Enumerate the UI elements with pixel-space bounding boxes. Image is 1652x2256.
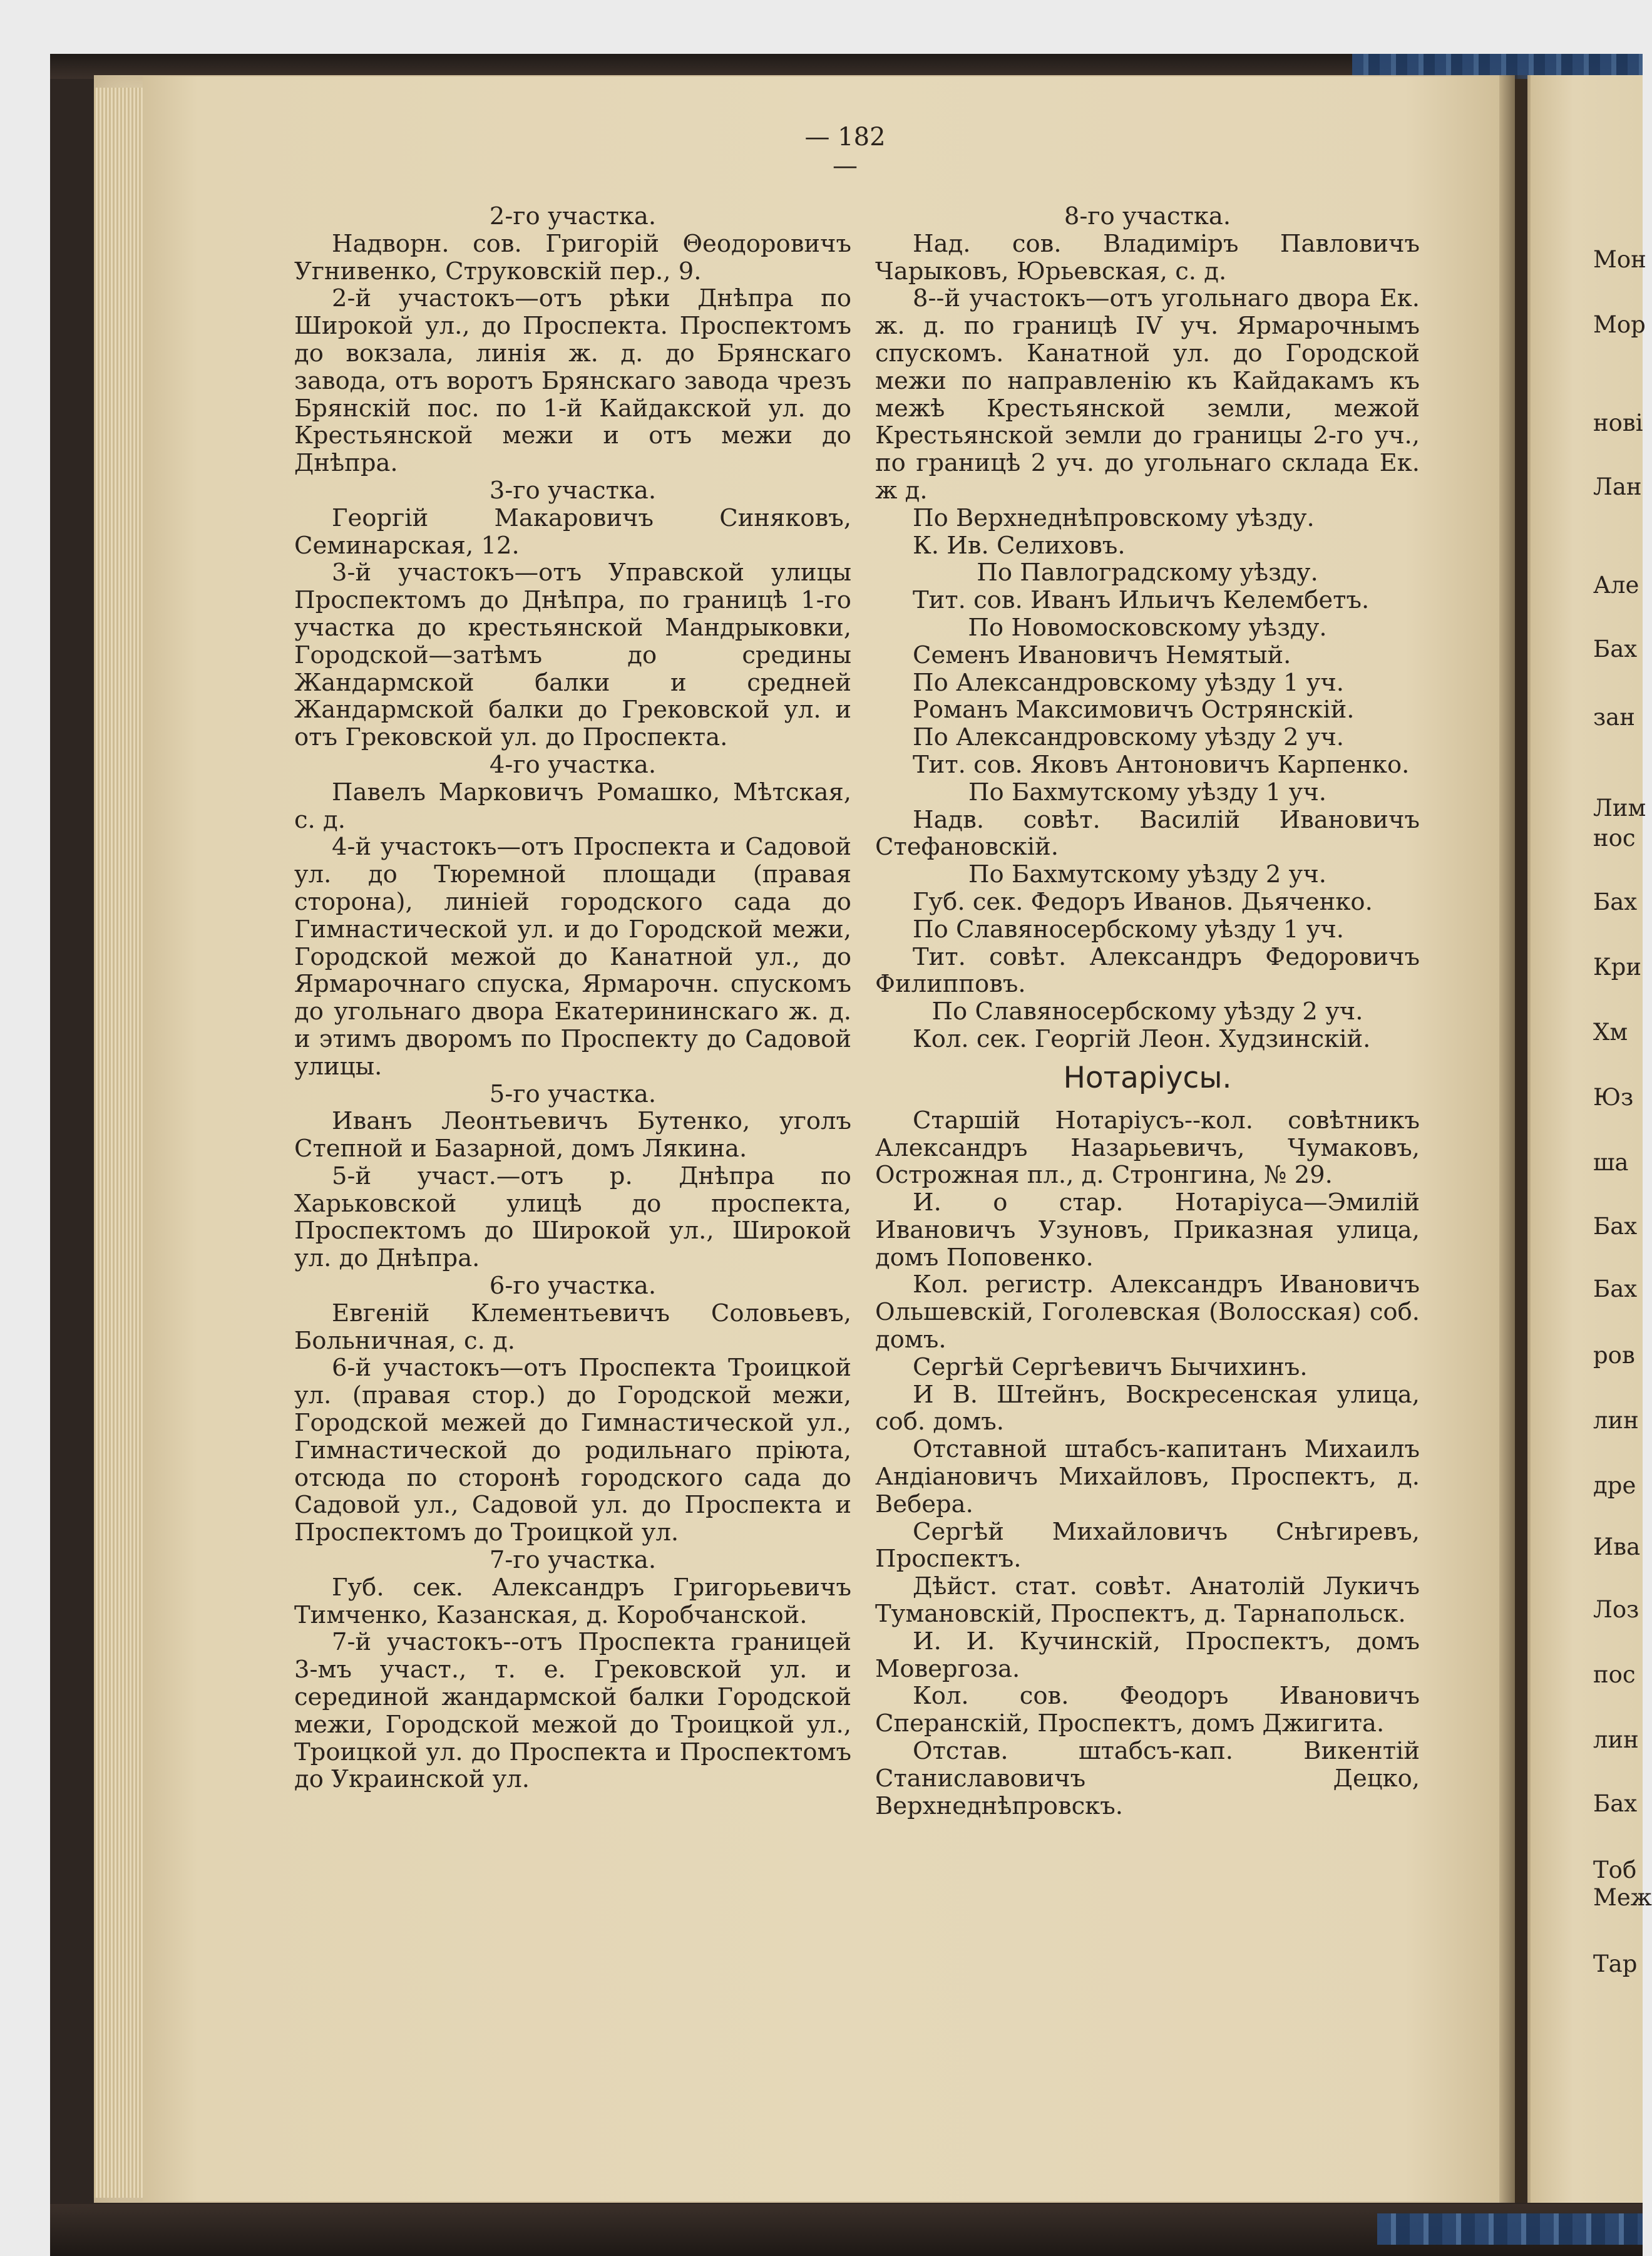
text-paragraph: Отставной штабсъ-капитанъ Михаилъ Андіановичъ Михайловъ, Проспектъ, д. Вебера. [875, 1435, 1420, 1518]
text-paragraph: Семенъ Ивановичъ Немятый. [913, 641, 1291, 669]
next-page-text-fragment: нос [1593, 825, 1636, 852]
next-page-text-fragment: Лоз [1593, 1596, 1639, 1623]
page-number: — 182 — [804, 123, 886, 180]
left-text-column [294, 203, 851, 1793]
text-paragraph: Надв. совѣт. Василій Ивановичъ Стефановскій. [875, 805, 1420, 862]
next-page-text-fragment: пос [1593, 1661, 1636, 1688]
next-page-text-fragment: Бах [1593, 636, 1638, 662]
text-paragraph: Отстав. штабсъ-кап. Викентій Станиславовичъ Децко, Верхнеднѣпровскъ. [875, 1737, 1420, 1820]
text-paragraph: 8--й участокъ—отъ угольнаго двора Ек. ж. д. по границѣ IV уч. Ярмарочнымъ спускомъ. Канатной ул. до Городской межи по направленію къ Кайдакамъ къ межѣ Крестьянской земли, межой Крестьянской земли до границы 2-го уч., по границѣ 2 уч. до угольнаго склада Ек. ж д. [875, 284, 1420, 505]
text-paragraph: Кол. регистр. Александръ Ивановичъ Ольшевскій, Гоголевская (Волосская) соб. домъ. [875, 1270, 1420, 1354]
text-paragraph: Кол. сов. Феодоръ Ивановичъ Сперанскій, Проспектъ, домъ Джигита. [875, 1682, 1420, 1738]
next-page-text-fragment: Але [1593, 572, 1639, 599]
next-page-text-fragment: Меж [1593, 1884, 1652, 1911]
text-paragraph: Тит. совѣт. Александръ Федоровичъ Филипповъ. [875, 942, 1420, 999]
text-paragraph: Надворн. сов. Григорій Θеодоровичъ Угнивенко, Струковскій пер., 9. [294, 229, 851, 286]
next-page-text-fragment: Тар [1593, 1950, 1638, 1977]
subsection-heading: 6-го участка. [489, 1272, 657, 1301]
next-page-text-fragment: Бах [1593, 1275, 1638, 1302]
subsection-heading: 2-го участка. [489, 202, 657, 230]
text-paragraph: И В. Штейнъ, Воскресенская улица, соб. домъ. [875, 1380, 1420, 1436]
next-page-text-fragment: Бах [1593, 1790, 1638, 1817]
subsection-heading: По Новомосковскому уѣзду. [968, 613, 1327, 642]
next-page-text-fragment: Бах [1593, 1213, 1638, 1240]
next-page-text-fragment: Мон [1593, 246, 1646, 273]
page-edges [94, 88, 144, 2198]
text-paragraph: Над. сов. Владиміръ Павловичъ Чарыковъ, Юрьевская, с. д. [875, 229, 1420, 286]
next-page-text-fragment: Кри [1593, 954, 1641, 981]
subsection-heading: 8-го участка. [1064, 202, 1231, 230]
text-paragraph: 4-й участокъ—отъ Проспекта и Садовой ул. до Тюремной площади (правая сторона), линіей городского сада до Гимнастической ул. и до Городской межи, Городской межой до Канатной ул., до Ярмарочнаго спуска, Ярмарочн. спускомъ до угольнаго двора Екатерининскаго ж. д. и этимъ дворомъ по Проспекту до Садовой улицы. [294, 833, 851, 1081]
text-paragraph: Кол. сек. Георгій Леон. Худзинскій. [913, 1024, 1371, 1053]
subsection-heading: По Славяносербскому уѣзду 2 уч. [931, 997, 1363, 1026]
text-paragraph: Тит. сов. Иванъ Ильичъ Келембетъ. [913, 586, 1370, 615]
next-page-text-fragment: нові [1593, 409, 1643, 436]
text-paragraph: Губ. сек. Александръ Григорьевичъ Тимченко, Казанская, д. Коробчанской. [294, 1573, 851, 1629]
text-paragraph: Дѣйст. стат. совѣт. Анатолій Лукичъ Тумановскій, Проспектъ, д. Тарнапольск. [875, 1572, 1420, 1629]
next-page-text-fragment: лин [1593, 1407, 1639, 1434]
subsection-heading: 3-го участка. [489, 476, 657, 505]
next-page-text-fragment: Лан [1593, 473, 1642, 500]
text-paragraph: По Славяносербскому уѣзду 1 уч. [913, 915, 1345, 944]
text-paragraph: Павелъ Марковичъ Ромашко, Мѣтская, с. д. [294, 778, 851, 834]
next-page-text-fragment: Хм [1593, 1019, 1628, 1046]
subsection-heading: По Павлоградскому уѣзду. [977, 559, 1318, 587]
text-paragraph: Иванъ Леонтьевичъ Бутенко, уголъ Степной и Базарной, домъ Лякина. [294, 1107, 851, 1163]
text-paragraph: По Верхнеднѣпровскому уѣзду. [913, 503, 1315, 532]
text-paragraph: 6-й участокъ—отъ Проспекта Троицкой ул. (правая стор.) до Городской межи, Городской межей до Гимнастической ул., Гимнастической до родильнаго пріюта, отсюда по сторонѣ городского сада до Садовой ул., Садовой ул. до Проспекта и Проспектомъ до Троицкой ул. [294, 1354, 851, 1547]
next-page-text-fragment: ша [1593, 1149, 1629, 1176]
next-page-text-fragment: ров [1593, 1342, 1635, 1369]
next-page-text-fragment: Лим [1593, 795, 1646, 822]
text-paragraph: Георгій Макаровичъ Синяковъ, Семинарская, 12. [294, 503, 851, 560]
subsection-heading: По Бахмутскому уѣзду 2 уч. [968, 860, 1327, 889]
text-paragraph: 2-й участокъ—отъ рѣки Днѣпра по Широкой ул., до Проспекта. Проспектомъ до вокзала, линія ж. д. до Брянскаго завода, отъ воротъ Брянскаго завода чрезъ Брянскій пос. по 1-й Кайдакской ул. до Крестьянской межи и отъ межи до Днѣпра. [294, 284, 851, 478]
subsection-heading: 7-го участка. [489, 1546, 657, 1575]
text-paragraph: Евгеній Клементьевичъ Соловьевъ, Больничная, с. д. [294, 1299, 851, 1355]
next-page-text-fragment: зан [1593, 704, 1635, 731]
next-page-text-fragment: Ива [1593, 1533, 1641, 1560]
next-page-text-fragment: дре [1593, 1472, 1636, 1499]
right-text-column [875, 203, 1420, 1820]
text-paragraph: И. о стар. Нотаріуса—Эмилій Ивановичъ Узуновъ, Приказная улица, домъ Поповенко. [875, 1188, 1420, 1272]
text-paragraph: По Александровскому уѣзду 2 уч. [913, 723, 1345, 752]
text-paragraph: И. И. Кучинскій, Проспектъ, домъ Мовергоза. [875, 1627, 1420, 1683]
next-page-text-fragment: лин [1593, 1726, 1639, 1753]
text-paragraph: К. Ив. Селиховъ. [913, 531, 1126, 560]
subsection-heading: По Бахмутскому уѣзду 1 уч. [968, 778, 1327, 806]
next-page-text-fragment: Тоб [1593, 1857, 1637, 1883]
text-paragraph: Романъ Максимовичъ Острянскій. [913, 696, 1355, 724]
book-gutter [1499, 75, 1531, 2203]
subsection-heading: 5-го участка. [489, 1079, 657, 1108]
text-paragraph: По Александровскому уѣзду 1 уч. [913, 668, 1345, 697]
binding-cloth-bottom [1377, 2213, 1643, 2245]
next-page-text-fragment: Мор [1593, 311, 1646, 338]
section-title: Нотаріусы. [1063, 1060, 1232, 1095]
text-paragraph: Сергѣй Сергѣевичъ Бычихинъ. [913, 1352, 1308, 1381]
text-paragraph: Старшій Нотаріусъ--кол. совѣтникъ Александръ Назарьевичъ, Чумаковъ, Острожная пл., д. Стронгина, № 29. [875, 1106, 1420, 1190]
text-paragraph: 5-й участ.—отъ р. Днѣпра по Харьковской улицѣ до проспекта, Проспектомъ до Широкой ул., Широкой ул. до Днѣпра. [294, 1161, 851, 1273]
text-paragraph: 3-й участокъ—отъ Управской улицы Проспектомъ до Днѣпра, по границѣ 1-го участка до крестьянской Мандрыковки, Городской—затѣмъ до средины Жандармской балки и средней Жандармской балки до Грековской ул. и отъ Грековской ул. до Проспекта. [294, 559, 851, 752]
text-paragraph: 7-й участокъ--отъ Проспекта границей 3-мъ участ., т. е. Грековской ул. и серединой жандармской балки Городской межи, Городской межой до Троицкой ул., Троицкой ул. до Проспекта и Проспектомъ до Украинской ул. [294, 1628, 851, 1794]
next-page-text-fragment: Бах [1593, 888, 1638, 915]
subsection-heading: 4-го участка. [489, 750, 657, 779]
text-paragraph: Губ. сек. Федоръ Иванов. Дьяченко. [913, 887, 1373, 916]
text-paragraph: Тит. сов. Яковъ Антоновичъ Карпенко. [913, 750, 1410, 779]
text-paragraph: Сергѣй Михайловичъ Снѣгиревъ, Проспектъ. [875, 1517, 1420, 1574]
next-page-text-fragment: Юз [1593, 1084, 1634, 1111]
